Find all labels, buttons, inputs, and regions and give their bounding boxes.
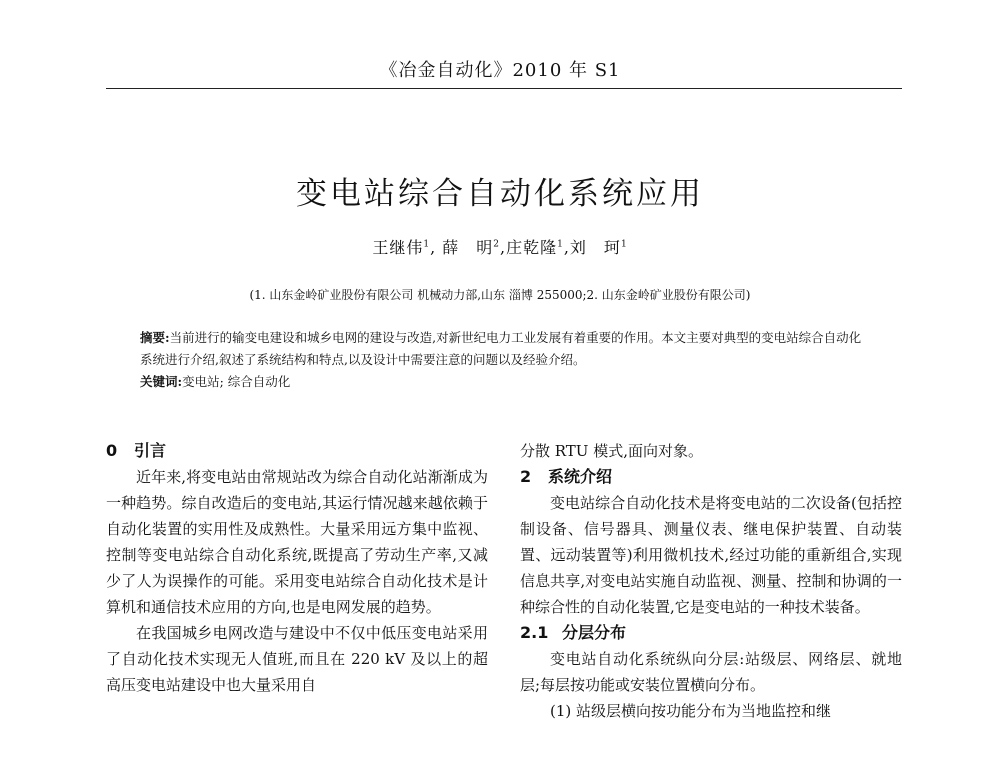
affiliation: (1. 山东金岭矿业股份有限公司 机械动力部,山东 淄博 255000;2. 山东金岭矿业股份有限公司) (249, 288, 751, 302)
header-rule (106, 88, 902, 89)
section-heading (106, 438, 488, 464)
author-affiliation-mark: 1 (620, 239, 628, 250)
section-number: 2.1 (520, 623, 549, 642)
author-affiliation-mark: 1 (423, 239, 431, 250)
keywords-text: 变电站; 综合自动化 (182, 374, 291, 389)
left-column (106, 438, 488, 698)
author-affiliation-mark: 1 (557, 239, 564, 250)
keywords-label: 关键词: (140, 374, 183, 389)
abstract-block (140, 327, 870, 393)
author-list: 王继伟$^1$, 薛 明$^2$,庄乾隆$^1$,刘 珂$^1$ (372, 238, 628, 257)
author-name: 王继伟 (372, 238, 424, 257)
author-name: 薛 明 (442, 238, 494, 257)
subsection-heading (520, 620, 902, 646)
right-column (520, 438, 902, 724)
paragraph: 近年来,将变电站由常规站改为综合自动化站渐渐成为一种趋势。综自改造后的变电站,其运行情况越来越依赖于自动化装置的实用性及成熟性。大量采用远方集中监视、控制等变电站综合自动化系统,既提高了劳动生产率,又减少了人为误操作的可能。采用变电站综合自动化技术是计算机和通信技术应用的方向,也是电网发展的趋势。 (106, 468, 488, 616)
author-name: 刘 珂 (569, 238, 621, 257)
section-number: 0 (106, 441, 118, 460)
paragraph: (1) 站级层横向按功能分布为当地监控和继 (550, 702, 832, 720)
keywords (140, 371, 870, 393)
section-heading (520, 464, 902, 490)
section-number: 2 (520, 467, 532, 486)
running-head: 《冶金自动化》2010 年 S1 (379, 60, 621, 81)
paragraph: 变电站综合自动化技术是将变电站的二次设备(包括控制设备、信号器具、测量仪表、继电保护装置、自动装置、远动装置等)利用微机技术,经过功能的重新组合,实现信息共享,对变电站实施自动监视、测量、控制和协调的一种综合性的自动化装置,它是变电站的一种技术装备。 (520, 494, 902, 616)
paragraph: 在我国城乡电网改造与建设中不仅中低压变电站采用了自动化技术实现无人值班,而且在 220 kV 及以上的超高压变电站建设中也大量采用自 (106, 624, 488, 694)
author-name: 庄乾隆 (506, 238, 558, 257)
section-title: 引言 (134, 441, 167, 460)
abstract-text: 当前进行的输变电建设和城乡电网的建设与改造,对新世纪电力工业发展有着重要的作用。本文主要对典型的变电站综合自动化系统进行介绍,叙述了系统结构和特点,以及设计中需要注意的问题以及经验介绍。 (140, 330, 862, 367)
abstract-label: 摘要: (140, 330, 170, 345)
author-affiliation-mark: 2 (493, 239, 500, 250)
paragraph-continued: 分散 RTU 模式,面向对象。 (520, 442, 703, 460)
section-title: 系统介绍 (548, 467, 613, 486)
paragraph: 变电站自动化系统纵向分层:站级层、网络层、就地层;每层按功能或安装位置横向分布。 (520, 650, 902, 694)
section-title: 分层分布 (562, 623, 627, 642)
abstract (140, 327, 870, 371)
paper-title: 变电站综合自动化系统应用 (296, 176, 704, 212)
